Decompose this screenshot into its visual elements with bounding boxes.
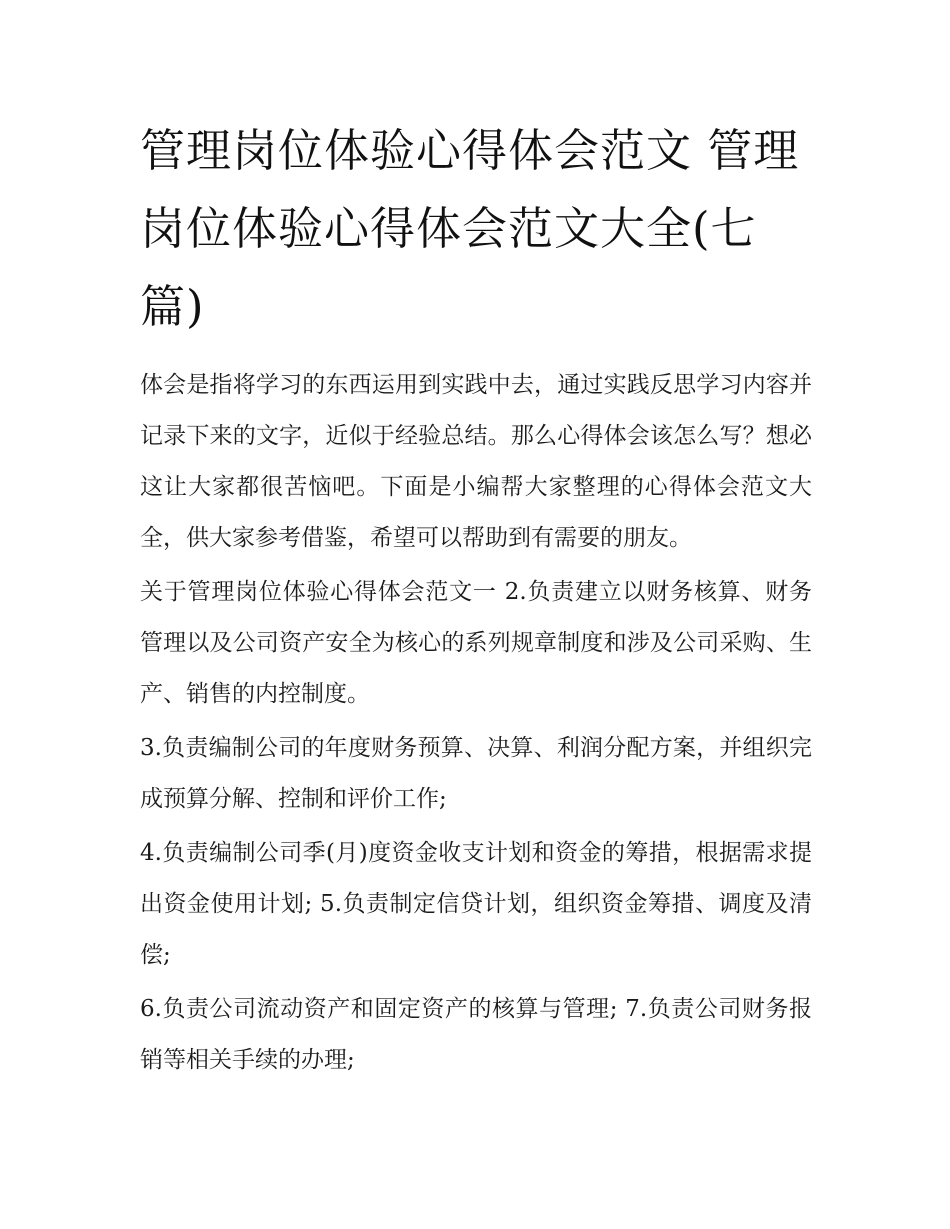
- paragraph-item-4-5: 4.负责编制公司季(月)度资金收支计划和资金的筹措，根据需求提出资金使用计划; 5.负责制定信贷计划，组织资金筹措、调度及清偿;: [140, 840, 812, 968]
- paragraph-item-3: 3.负责编制公司的年度财务预算、决算、利润分配方案，并组织完成预算分解、控制和评价工作;: [140, 735, 812, 812]
- paragraph-intro: 体会是指将学习的东西运用到实践中去，通过实践反思学习内容并记录下来的文字，近似于经验总结。那么心得体会该怎么写？想必这让大家都很苦恼吧。下面是小编帮大家整理的心得体会范文大全，供大家参考借鉴，希望可以帮助到有需要的朋友。: [140, 372, 812, 551]
- paragraph-item-2: 关于管理岗位体验心得体会范文一 2.负责建立以财务核算、财务管理以及公司资产安全为核心的系列规章制度和涉及公司采购、生产、销售的内控制度。: [140, 579, 812, 707]
- document-body: [140, 112, 812, 1089]
- paragraph-item-6-7: 6.负责公司流动资产和固定资产的核算与管理; 7.负责公司财务报销等相关手续的办理;: [140, 996, 812, 1073]
- page-title: 管理岗位体验心得体会范文 管理岗位体验心得体会范文大全(七篇): [140, 124, 800, 333]
